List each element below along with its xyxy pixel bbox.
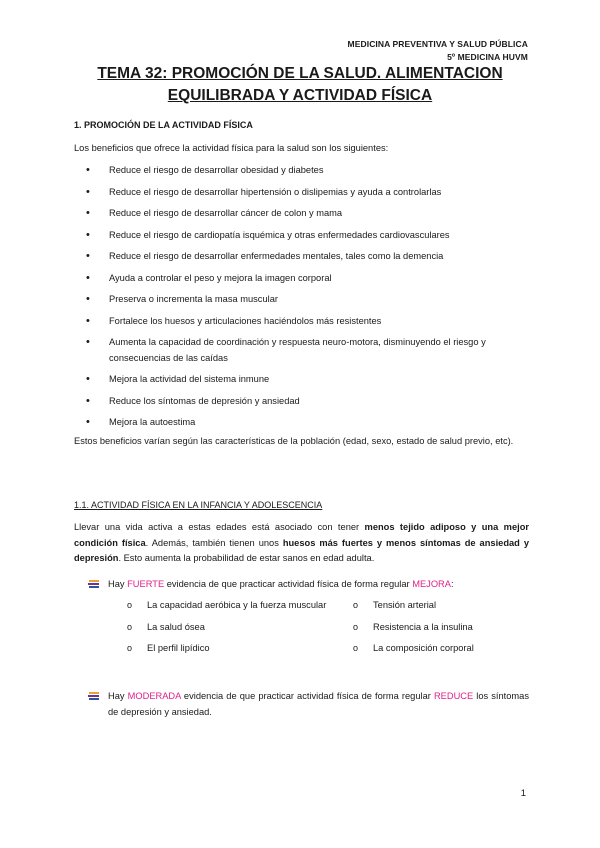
evidence-level: MODERADA [127, 691, 181, 701]
subsection-heading: 1.1. ACTIVIDAD FÍSICA EN LA INFANCIA Y ADOLESCENCIA [74, 500, 323, 510]
paragraph-text: . Además, también tienen unos [145, 537, 283, 548]
evidence-text: evidencia de que practicar actividad física de forma regular [180, 691, 434, 701]
list-item: • Reduce el riesgo de desarrollar hipertensión o dislipemias y ayuda a controlarlas [86, 185, 531, 201]
benefits-intro: Los beneficios que ofrece la actividad física para la salud son los siguientes: [74, 143, 389, 153]
benefits-closing: Estos beneficios varían según las características de la población (edad, sexo, estado de salud previo, etc). [74, 436, 514, 446]
evidence-text: Hay [108, 579, 128, 589]
paragraph-text: Llevar una vida activa a estas edades está asociado con tener [74, 522, 365, 532]
list-item: o La capacidad aeróbica y la fuerza muscular [127, 598, 337, 614]
list-item: • Mejora la actividad del sistema inmune [86, 372, 531, 388]
list-item: • Preserva o incrementa la masa muscular [86, 292, 531, 308]
list-item: • Mejora la autoestima [86, 415, 531, 431]
section-heading: 1. PROMOCIÓN DE LA ACTIVIDAD FÍSICA [74, 120, 253, 130]
list-item: • Reduce el riesgo de desarrollar cáncer de colon y mama [86, 206, 531, 222]
strong-outcomes-left [127, 598, 337, 663]
list-item: o El perfil lipídico [127, 641, 337, 657]
evidence-text: los síntomas de depresión y ansiedad. [108, 691, 529, 717]
evidence-text: Hay [108, 691, 128, 701]
evidence-effect: MEJORA [412, 579, 451, 589]
strong-evidence-line [88, 577, 529, 593]
list-item: o Tensión arterial [353, 598, 529, 614]
list-item: • Fortalece los huesos y articulaciones haciéndolos más resistentes [86, 314, 531, 330]
book-icon [88, 691, 100, 701]
bold-text: menos tejido adiposo y una mejor condición física [74, 522, 530, 548]
book-icon [88, 579, 100, 589]
header-degree: 5º MEDICINA HUVM [447, 52, 528, 62]
bold-text: huesos más fuertes y menos síntomas de ansiedad y depresión [74, 537, 529, 563]
list-item: • Reduce el riesgo de cardiopatía isquémica y otras enfermedades cardiovasculares [86, 228, 531, 244]
evidence-effect: REDUCE [433, 691, 474, 701]
subsection-paragraph [74, 520, 529, 567]
list-item: o La composición corporal [353, 641, 529, 657]
running-header [348, 38, 528, 64]
evidence-text: : [450, 579, 454, 589]
evidence-level: FUERTE [127, 579, 165, 589]
header-course: MEDICINA PREVENTIVA Y SALUD PÚBLICA [347, 39, 528, 49]
paragraph-text: . Esto aumenta la probabilidad de estar sanos en edad adulta. [118, 553, 375, 563]
page-title [0, 63, 600, 107]
list-item: o Resistencia a la insulina [353, 620, 529, 636]
list-item: • Reduce los síntomas de depresión y ansiedad [86, 394, 531, 410]
strong-outcomes-right [353, 598, 529, 663]
list-item: • Reduce el riesgo de desarrollar enfermedades mentales, tales como la demencia [86, 249, 531, 265]
title-line-2: EQUILIBRADA Y ACTIVIDAD FÍSICA [167, 87, 433, 104]
list-item: • Ayuda a controlar el peso y mejora la imagen corporal [86, 271, 531, 287]
page-number: 1 [520, 788, 526, 799]
title-line-1: TEMA 32: PROMOCIÓN DE LA SALUD. ALIMENTACION [97, 65, 503, 82]
list-item: • Aumenta la capacidad de coordinación y respuesta neuro-motora, disminuyendo el riesgo y consecuencias de las caídas [86, 335, 531, 366]
list-item: • Reduce el riesgo de desarrollar obesidad y diabetes [86, 163, 531, 179]
evidence-text: evidencia de que practicar actividad física de forma regular [164, 579, 413, 589]
benefits-list [86, 163, 531, 431]
moderate-evidence-line [88, 689, 529, 720]
list-item: o La salud ósea [127, 620, 337, 636]
